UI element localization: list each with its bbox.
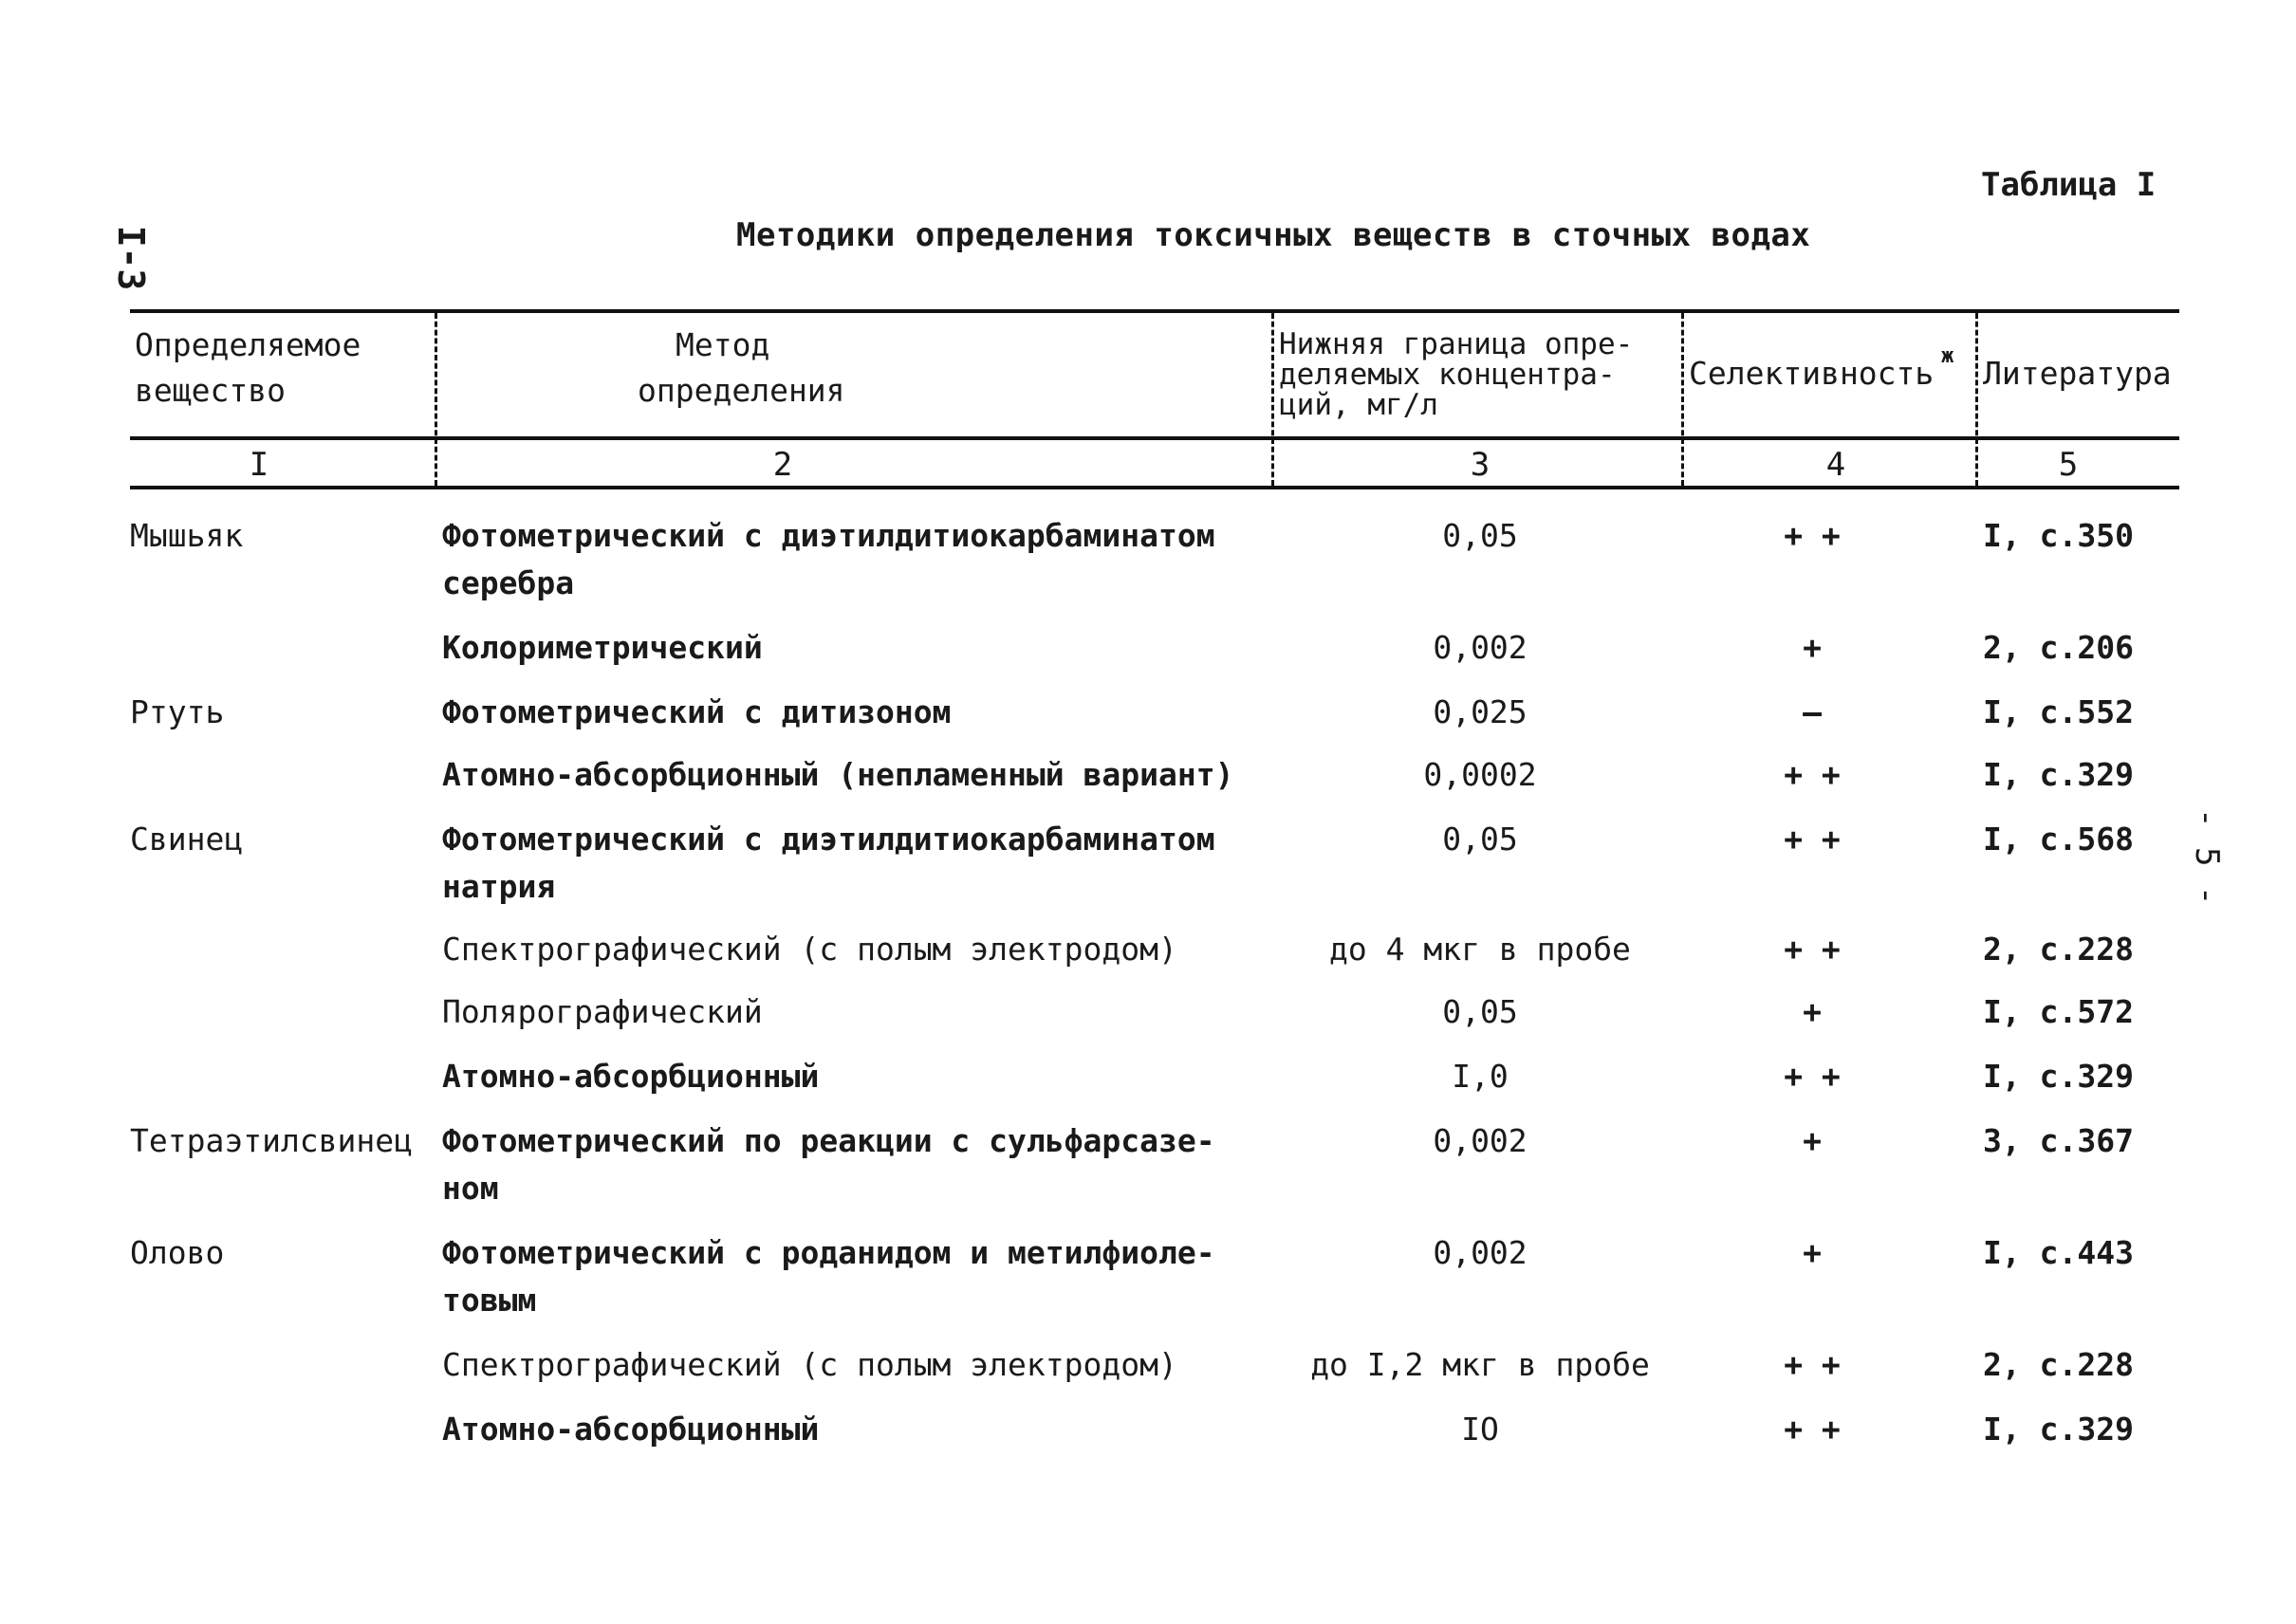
header-limit-line3: ций, мг/л — [1279, 388, 1438, 422]
number-row-rule — [130, 486, 2179, 489]
cell-method: Атомно-абсорбционный (непламенный вариант) — [442, 756, 1234, 793]
cell-limit: 0,002 — [1433, 1122, 1528, 1159]
cell-limit: до 4 мкг в пробе — [1329, 931, 1631, 968]
header-selectivity-footnote: ж — [1941, 344, 1954, 368]
cell-limit: IO — [1461, 1411, 1499, 1448]
cell-literature: I, с.350 — [1983, 517, 2134, 554]
cell-literature: I, с.329 — [1983, 756, 2134, 793]
cell-selectivity: + — [1803, 993, 1822, 1030]
col-separator — [1975, 313, 1978, 486]
cell-method: Фотометрический с дитизоном — [442, 693, 952, 730]
header-method-line1: Метод — [676, 326, 770, 363]
cell-selectivity: + + — [1784, 1346, 1841, 1383]
col-separator — [1271, 313, 1274, 486]
header-bottom-rule — [130, 436, 2179, 440]
cell-method: Фотометрический с диэтилдитиокарбаминатом серебра — [442, 517, 1215, 601]
table-label: Таблица I — [1981, 166, 2157, 204]
column-number-5: 5 — [2058, 446, 2079, 484]
cell-limit: 0,05 — [1442, 517, 1518, 554]
cell-method: Полярографический — [442, 993, 763, 1030]
cell-limit: 0,002 — [1433, 1234, 1528, 1271]
cell-method: Колориметрический — [442, 629, 763, 666]
header-substance-line2: вещество — [135, 372, 286, 409]
cell-selectivity: + — [1803, 629, 1822, 666]
header-limit-line2: деляемых концентра- — [1279, 358, 1616, 392]
cell-literature: I, с.329 — [1983, 1058, 2134, 1095]
cell-method: Фотометрический с диэтилдитиокарбаминатом натрия — [442, 821, 1215, 905]
cell-limit: 0,025 — [1433, 693, 1528, 730]
cell-selectivity: + + — [1784, 931, 1841, 968]
header-literature-label: Литература — [1983, 355, 2172, 392]
cell-selectivity: + + — [1784, 517, 1841, 554]
cell-method: Фотометрический по реакции с сульфарсазе- ном — [442, 1122, 1215, 1207]
side-code: I-3 — [110, 225, 152, 291]
cell-selectivity: + + — [1784, 1411, 1841, 1448]
cell-literature: 2, с.228 — [1983, 1346, 2134, 1383]
cell-substance: Олово — [130, 1234, 225, 1271]
cell-literature: I, с.572 — [1983, 993, 2134, 1030]
col-separator — [1681, 313, 1684, 486]
column-number-2: 2 — [772, 446, 793, 484]
header-limit-line1: Нижняя граница опре- — [1279, 327, 1634, 361]
cell-limit: 0,0002 — [1423, 756, 1537, 793]
cell-selectivity: + + — [1784, 1058, 1841, 1095]
column-number-4: 4 — [1825, 446, 1846, 484]
page-number: - 5 - — [2188, 808, 2226, 906]
cell-method: Спектрографический (с полым электродом) — [442, 931, 1177, 968]
cell-method: Атомно-абсорбционный — [442, 1058, 820, 1095]
cell-selectivity: + + — [1784, 756, 1841, 793]
cell-selectivity: + — [1803, 1234, 1822, 1271]
cell-method: Фотометрический с роданидом и метилфиоле- товым — [442, 1234, 1215, 1319]
cell-substance: Мышьяк — [130, 517, 244, 554]
page-title: Методики определения токсичных веществ в сточных водах — [736, 216, 1811, 254]
cell-literature: I, с.552 — [1983, 693, 2134, 730]
header-selectivity-label: Селективность — [1689, 355, 1935, 392]
table-top-rule — [130, 309, 2179, 313]
cell-selectivity: + — [1803, 1122, 1822, 1159]
cell-literature: I, с.329 — [1983, 1411, 2134, 1448]
cell-literature: 2, с.228 — [1983, 931, 2134, 968]
header-substance-line1: Определяемое — [135, 326, 361, 363]
cell-literature: I, с.443 — [1983, 1234, 2134, 1271]
cell-limit: 0,002 — [1433, 629, 1528, 666]
cell-limit: 0,05 — [1442, 821, 1518, 858]
cell-substance: Тетраэтилсвинец — [130, 1122, 414, 1159]
cell-limit: I,0 — [1452, 1058, 1509, 1095]
column-number-3: 3 — [1470, 446, 1491, 484]
col-separator — [435, 313, 437, 486]
cell-substance: Свинец — [130, 821, 244, 858]
cell-substance: Ртуть — [130, 693, 225, 730]
cell-literature: I, с.568 — [1983, 821, 2134, 858]
column-number-1: I — [249, 446, 269, 484]
cell-limit: 0,05 — [1442, 993, 1518, 1030]
cell-literature: 2, с.206 — [1983, 629, 2134, 666]
cell-selectivity: + + — [1784, 821, 1841, 858]
cell-selectivity: – — [1803, 693, 1822, 730]
cell-literature: 3, с.367 — [1983, 1122, 2134, 1159]
cell-method: Атомно-абсорбционный — [442, 1411, 820, 1448]
header-method-line2: определения — [638, 372, 845, 409]
cell-method: Спектрографический (с полым электродом) — [442, 1346, 1177, 1383]
cell-limit: до I,2 мкг в пробе — [1310, 1346, 1650, 1383]
